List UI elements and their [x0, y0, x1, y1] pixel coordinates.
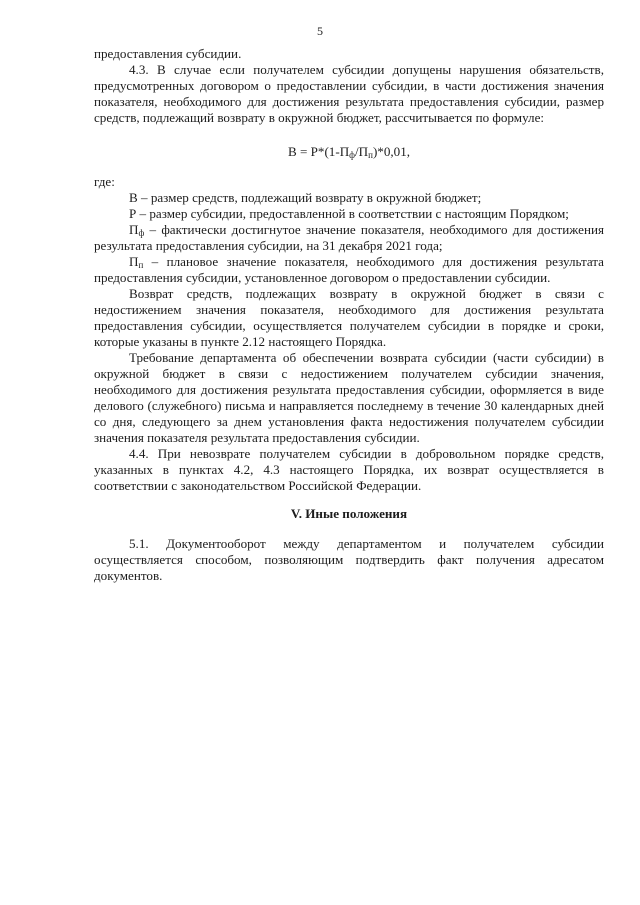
formula-part-middle: /П	[355, 144, 369, 159]
pf-text: – фактически достигнутое значение показателя, необходимого для достижения результата предоставления субсидии, на 31 декабря 2021 года;	[94, 222, 604, 253]
paragraph-demand: Требование департамента об обеспечении возврата субсидии (части субсидии) в окружной бюджет в связи с недостижением получателем субсидии значения, необходимого для достижения результата предоставления субсидии, оформляется в виде делового (служебного) письма и направляется последнему в течение 30 календарных дней со дня, следующего за днем установления факта недостижения получателем субсидии значения показателя результата предоставления субсидии.	[94, 350, 604, 445]
definition-r: Р – размер субсидии, предоставленной в соответствии с настоящим Порядком;	[129, 206, 569, 221]
paragraph-4-3: 4.3. В случае если получателем субсидии допущены нарушения обязательств, предусмотренных договором о предоставлении субсидии, в части достижения значения показателя, необходимого для достижения результата предоставления субсидии, размер средств, подлежащий возврату в окружной бюджет, рассчитывается по формуле:	[94, 62, 604, 125]
paragraph-5-1: 5.1. Документооборот между департаментом и получателем субсидии осуществляется способом, позволяющим подтвердить факт получения адресатом документов.	[94, 536, 604, 583]
formula-part-after: )*0,01,	[372, 144, 411, 159]
definition-pf	[94, 222, 604, 254]
intro-line: предоставления субсидии.	[94, 46, 242, 61]
formula-sub-p: п	[368, 150, 373, 160]
pp-subscript: п	[138, 260, 144, 270]
formula-sub-f: ф	[349, 150, 356, 160]
definition-v: В – размер средств, подлежащий возврату в окружной бюджет;	[129, 190, 482, 205]
pf-symbol: П	[129, 222, 139, 237]
page-body	[94, 46, 604, 584]
section-heading: V. Иные положения	[290, 506, 408, 521]
definition-pp	[94, 254, 604, 286]
paragraph-4-4: 4.4. При невозврате получателем субсидии в добровольном порядке средств, указанных в пунктах 4.2, 4.3 настоящего Порядка, их возврат осуществляется в соответствии с законодательством Российской Федерации.	[94, 446, 604, 493]
pf-subscript: ф	[138, 228, 145, 238]
formula	[94, 144, 604, 160]
pp-text: – плановое значение показателя, необходимого для достижения результата предоставления субсидии, установленное договором о предоставлении субсидии.	[94, 254, 604, 285]
pp-symbol: П	[129, 254, 139, 269]
page-number: 5	[317, 24, 323, 38]
where-label: где:	[94, 174, 115, 189]
formula-part-before: В = Р*(1-П	[287, 144, 350, 159]
paragraph-return: Возврат средств, подлежащих возврату в окружной бюджет в связи с недостижением значения показателя, необходимого для достижения результата предоставления субсидии, осуществляется получателем субсидии в порядке и сроки, которые указаны в пункте 2.12 настоящего Порядка.	[94, 286, 604, 349]
